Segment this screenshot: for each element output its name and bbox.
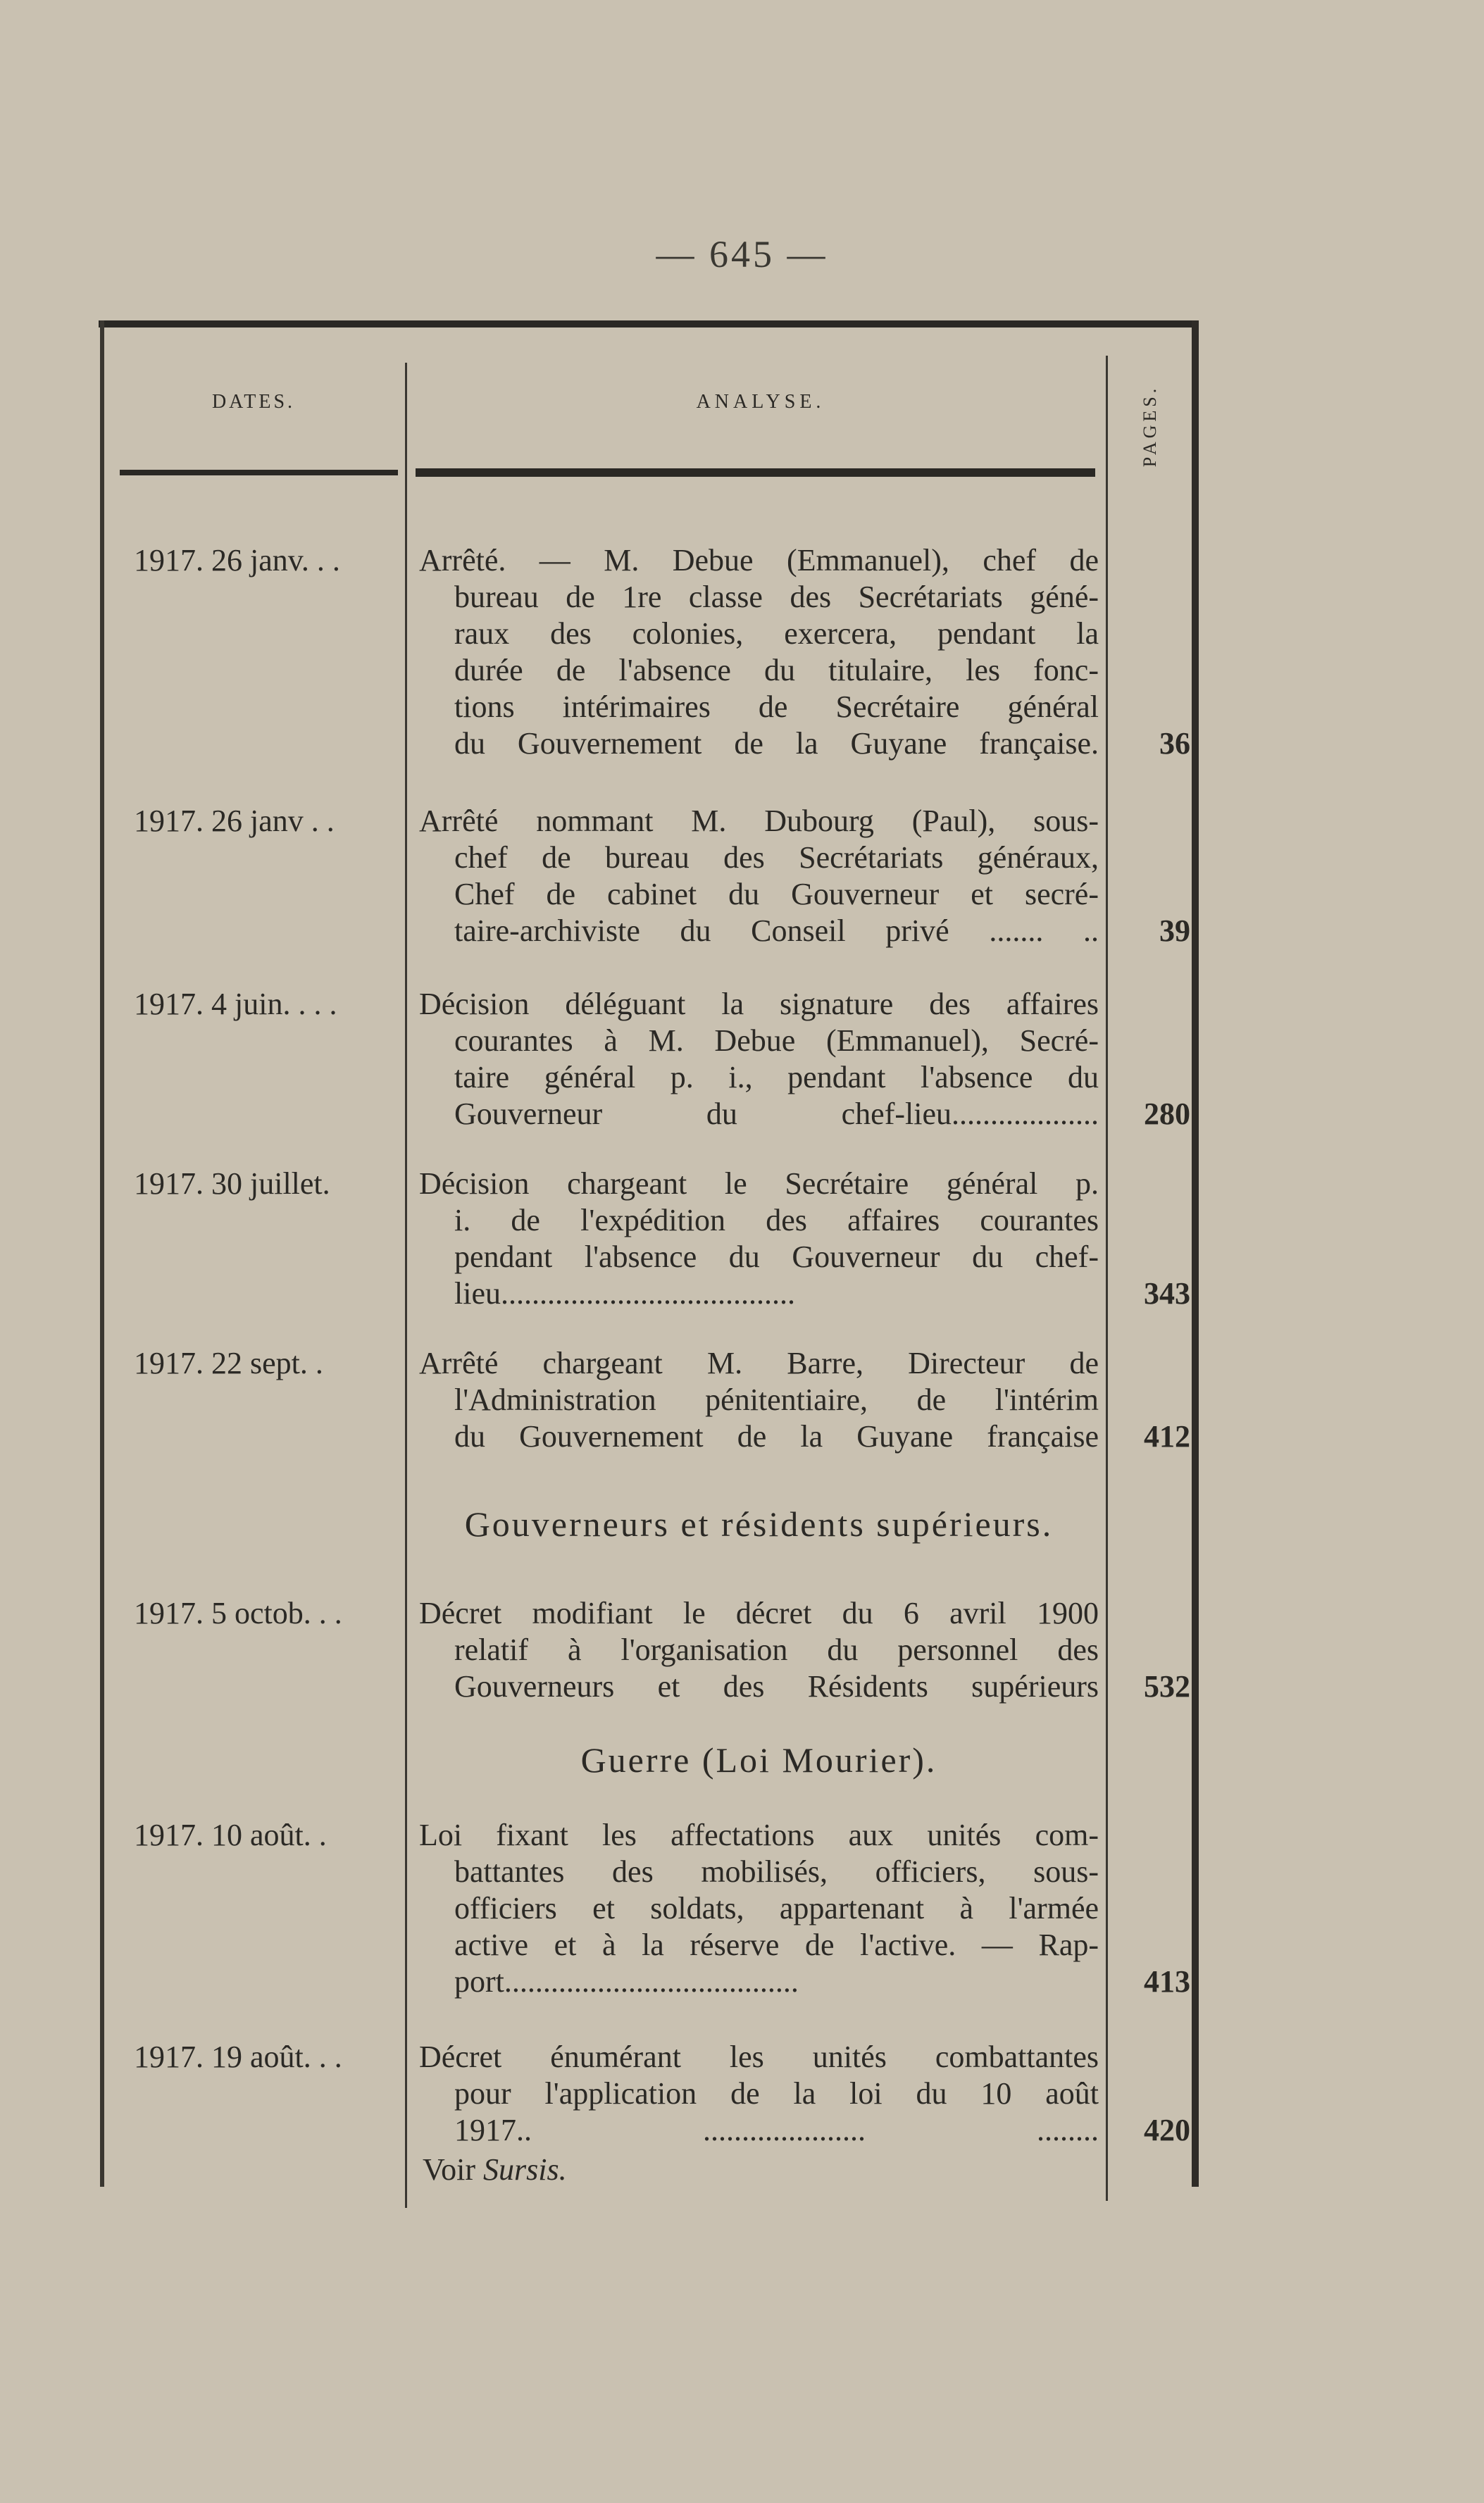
table-left-border [100, 320, 104, 2187]
column-divider-dates [405, 363, 407, 2208]
analysis-line: Décret modifiant le décret du 6 avril 1900 [419, 1596, 1099, 1630]
see-also-note [423, 2152, 567, 2187]
analysis-line: durée de l'absence du titulaire, les fonc- [454, 653, 1099, 687]
see-also-ref: Sursis. [482, 2152, 567, 2187]
table-right-border [1192, 320, 1199, 2187]
see-also-prefix: Voir [423, 2152, 475, 2187]
analysis-line: taire général p. i., pendant l'absence du [454, 1060, 1099, 1094]
analysis-line: courantes à M. Debue (Emmanuel), Secré- [454, 1023, 1099, 1058]
analysis-line: Arrêté. — M. Debue (Emmanuel), chef de [419, 543, 1099, 578]
analysis-line: chef de bureau des Secrétariats généraux, [454, 840, 1099, 875]
analysis-line: pour l'application de la loi du 10 août [454, 2076, 1099, 2111]
analysis-line: officiers et soldats, appartenant à l'armée [454, 1891, 1099, 1925]
entry-analysis [419, 1166, 1099, 1312]
entry-page: 413 [1144, 1964, 1190, 1999]
page-number: — 645 — [656, 233, 828, 275]
analysis-line: bureau de 1re classe des Secrétariats géné- [454, 580, 1099, 614]
entry-date: 1917. 26 janv . . [134, 804, 335, 838]
header-pages [1118, 377, 1182, 475]
entry-date: 1917. 5 octob. . . [134, 1596, 342, 1630]
entry-page: 532 [1144, 1669, 1190, 1704]
entry-date: 1917. 26 janv. . . [134, 543, 340, 578]
analysis-line: Arrêté nommant M. Dubourg (Paul), sous- [419, 804, 1099, 838]
analysis-line: relatif à l'organisation du personnel des [454, 1633, 1099, 1667]
analysis-line: Chef de cabinet du Gouverneur et secré- [454, 877, 1099, 911]
analysis-line: i. de l'expédition des affaires courantes [454, 1203, 1099, 1237]
entry-date: 1917. 30 juillet. [134, 1166, 330, 1201]
analysis-line: Décret énumérant les unités combattantes [419, 2040, 1099, 2074]
entry-analysis [419, 803, 1099, 949]
entry-page: 412 [1144, 1419, 1190, 1454]
analysis-line: Gouverneur du chef-lieu................... [454, 1097, 1099, 1131]
entry-date: 1917. 22 sept. . [134, 1346, 323, 1380]
analysis-line: pendant l'absence du Gouverneur du chef- [454, 1240, 1099, 1274]
section-title-guerre: Guerre (Loi Mourier). [580, 1740, 937, 1780]
entry-page: 343 [1144, 1276, 1190, 1311]
entry-page: 39 [1159, 913, 1190, 948]
header-rule-analyse [416, 468, 1095, 477]
analysis-line: Décision chargeant le Secrétaire général p. [419, 1166, 1099, 1201]
entry-page: 36 [1159, 726, 1190, 761]
entry-analysis [419, 2039, 1099, 2149]
analysis-line: active et à la réserve de l'active. — Rap- [454, 1928, 1099, 1962]
analysis-line: tions intérimaires de Secrétaire général [454, 689, 1099, 724]
entry-date: 1917. 4 juin. . . . [134, 987, 337, 1021]
analysis-line: l'Administration pénitentiaire, de l'intérim [454, 1382, 1099, 1417]
section-title-gouverneurs: Gouverneurs et résidents supérieurs. [464, 1504, 1054, 1544]
entry-date: 1917. 10 août. . [134, 1818, 327, 1852]
analysis-line: Gouverneurs et des Résidents supérieurs [454, 1669, 1099, 1704]
analysis-line: raux des colonies, exercera, pendant la [454, 616, 1099, 651]
analysis-line: Arrêté chargeant M. Barre, Directeur de [419, 1346, 1099, 1380]
column-divider-pages [1106, 356, 1108, 2201]
entry-analysis [419, 1345, 1099, 1455]
analysis-line: taire-archiviste du Conseil privé ....... .. [454, 913, 1099, 948]
analysis-line: Loi fixant les affectations aux unités com- [419, 1818, 1099, 1852]
header-analyse: ANALYSE. [696, 391, 825, 413]
analysis-line: Décision déléguant la signature des affaires [419, 987, 1099, 1021]
entry-analysis [419, 1817, 1099, 2000]
entry-analysis [419, 542, 1099, 762]
analysis-line: lieu...................................... [454, 1276, 795, 1311]
table-top-rule [99, 320, 1197, 327]
entry-page: 280 [1144, 1097, 1190, 1131]
header-pages-label: PAGES. [1140, 385, 1160, 468]
analysis-line: du Gouvernement de la Guyane française [454, 1419, 1099, 1454]
header-dates: DATES. [211, 391, 296, 413]
entry-analysis [419, 986, 1099, 1132]
index-table [99, 320, 1204, 2187]
analysis-line: 1917.. ..................... ........ [454, 2113, 1099, 2147]
analysis-line: port...................................... [454, 1964, 799, 1999]
analysis-line: battantes des mobilisés, officiers, sous- [454, 1854, 1099, 1889]
analysis-line: du Gouvernement de la Guyane française. [454, 726, 1099, 761]
entry-page: 420 [1144, 2113, 1190, 2147]
header-rule-dates [120, 470, 398, 475]
entry-analysis [419, 1595, 1099, 1705]
entry-date: 1917. 19 août. . . [134, 2040, 342, 2074]
